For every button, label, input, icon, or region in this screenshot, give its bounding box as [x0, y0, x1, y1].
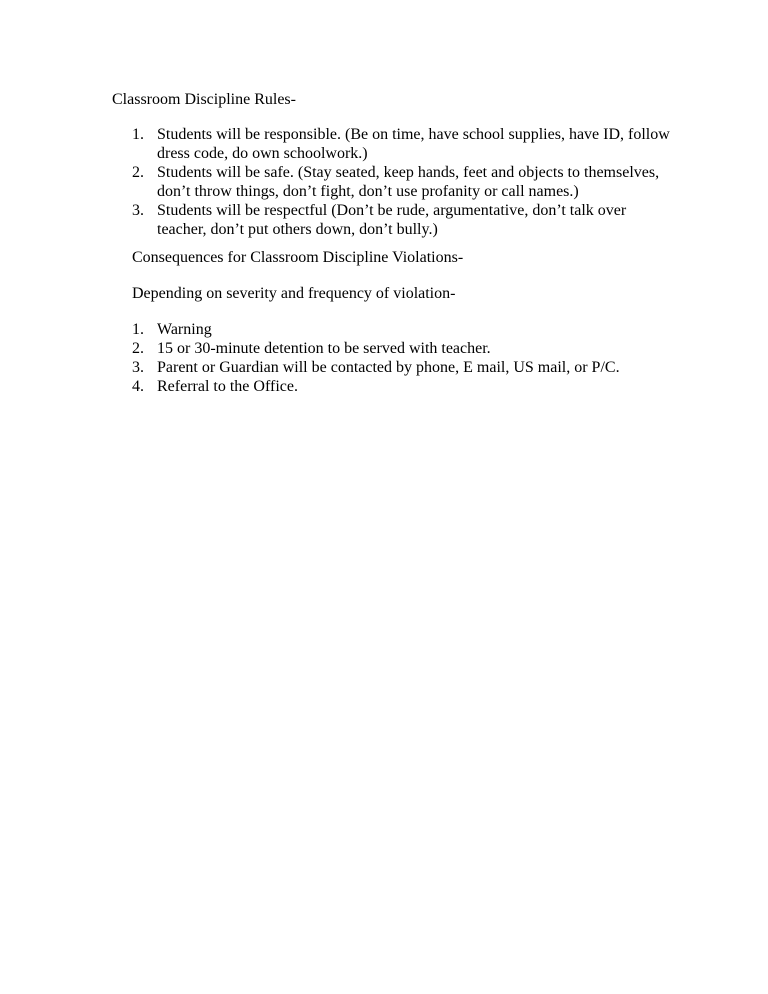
rules-list [132, 125, 672, 239]
rule-number: 2. [132, 164, 144, 181]
rule-item [132, 163, 672, 201]
consequence-text: 15 or 30-minute detention to be served with teacher. [157, 340, 491, 357]
consequences-heading: Consequences for Classroom Discipline Violations- [132, 249, 464, 266]
rules-heading: Classroom Discipline Rules- [112, 91, 296, 108]
consequence-text: Warning [157, 321, 212, 338]
consequence-text: Referral to the Office. [157, 378, 298, 395]
rule-text: Students will be respectful (Don’t be rude, argumentative, don’t talk over teacher, don’t put others down, don’t bully.) [157, 202, 627, 238]
consequence-item [132, 377, 672, 396]
rule-item [132, 201, 672, 239]
consequence-item [132, 358, 672, 377]
consequence-number: 3. [132, 359, 144, 376]
consequence-number: 2. [132, 340, 144, 357]
consequence-text: Parent or Guardian will be contacted by phone, E mail, US mail, or P/C. [157, 359, 620, 376]
consequence-number: 1. [132, 321, 144, 338]
rule-text: Students will be safe. (Stay seated, keep hands, feet and objects to themselves, don’t throw things, don’t fight, don’t use profanity or call names.) [157, 164, 660, 200]
consequences-intro: Depending on severity and frequency of violation- [132, 285, 456, 302]
consequences-list [132, 320, 672, 396]
rule-number: 3. [132, 202, 144, 219]
consequence-item [132, 320, 672, 339]
rule-number: 1. [132, 126, 144, 143]
rule-item [132, 125, 672, 163]
consequence-number: 4. [132, 378, 144, 395]
rule-text: Students will be responsible. (Be on time, have school supplies, have ID, follow dress code, do own schoolwork.) [157, 126, 670, 162]
consequence-item [132, 339, 672, 358]
